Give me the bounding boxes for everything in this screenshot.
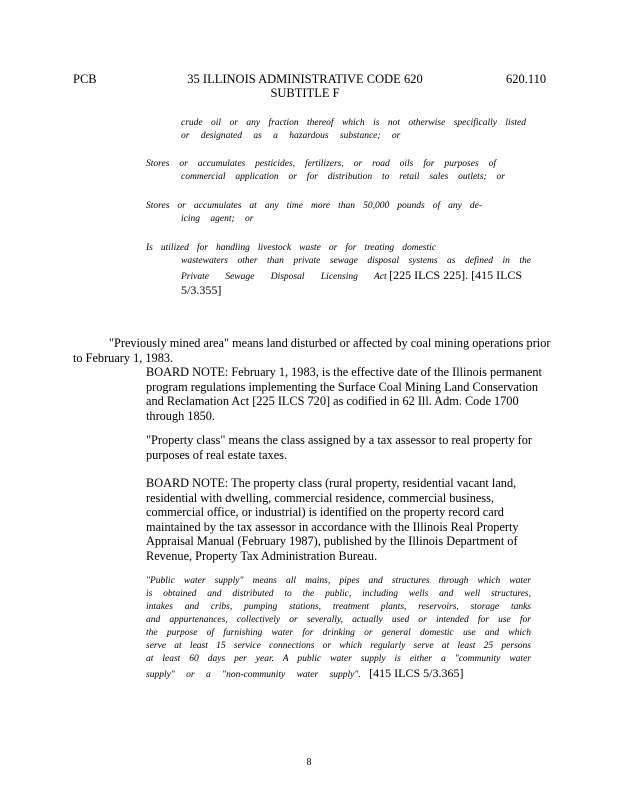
stores-pesticides-cont — [181, 171, 505, 184]
stores-deicing-cont — [181, 213, 381, 226]
previously-mined-definition — [73, 336, 593, 365]
public-water-supply-last-line — [146, 666, 531, 682]
page-number: 8 — [306, 757, 312, 768]
crude-oil-line2: or designated as a hazardous substance; or — [181, 131, 401, 141]
public-water-supply-citation: [415 ILCS 5/3.365] — [369, 666, 464, 680]
board-note-2-line: Revenue, Property Tax Administration Bureau. — [146, 548, 378, 563]
public-water-supply-line: the purpose of furnishing water for drinking or general domestic use and which — [146, 628, 531, 638]
public-water-supply-line: is obtained and distributed to the public, including wells and well structures, — [146, 589, 531, 599]
public-water-supply-last-italic: supply" or a "non-community water supply". — [146, 670, 361, 680]
header-title-line1: 35 ILLINOIS ADMINISTRATIVE CODE 620 — [187, 72, 423, 86]
public-water-supply-line: serve at least 15 service connections or which regularly serve at least 25 persons — [146, 641, 531, 651]
stores-pesticides-line1: Stores or accumulates pesticides, fertilizers, or road oils for purposes of — [146, 159, 496, 169]
board-note-2-line: BOARD NOTE: The property class (rural property, residential vacant land, — [146, 476, 517, 490]
board-note-1-line: program regulations implementing the Surface Coal Mining Land Conservation — [146, 379, 539, 394]
public-water-supply-line: at least 60 days per year. A public water supply is either a "community water — [146, 654, 531, 664]
property-class-line: purposes of real estate taxes. — [146, 447, 288, 462]
property-class-line: "Property class" means the class assigned by a tax assessor to real property for — [146, 433, 533, 447]
stores-deicing-line2: icing agent; or — [181, 214, 254, 224]
stores-deicing-item — [146, 200, 482, 213]
header-title — [140, 72, 470, 100]
livestock-line3 — [181, 268, 531, 284]
public-water-supply-line: and appurtenances, collectively or severally, actually used or intended for use for — [146, 615, 531, 625]
board-note-2 — [146, 476, 576, 563]
livestock-item — [146, 242, 436, 255]
board-note-2-line: commercial office, or industrial) is identified on the property record card — [146, 505, 504, 519]
livestock-line2: wastewaters other than private sewage disposal systems as defined in the — [181, 256, 531, 266]
public-water-supply-definition — [146, 575, 531, 682]
board-note-1-line: BOARD NOTE: February 1, 1983, is the effective date of the Illinois permanent — [146, 365, 542, 379]
crude-oil-clause — [181, 117, 526, 143]
board-note-2-line: Appraisal Manual (February 1987), published by the Illinois Department of — [146, 534, 518, 548]
livestock-act-name: Private Sewage Disposal Licensing Act — [181, 272, 387, 282]
crude-oil-line1: crude oil or any fraction thereof which is not otherwise specifically listed — [181, 118, 526, 128]
stores-deicing-line1: Stores or accumulates at any time more than 50,000 pounds of any de- — [146, 201, 482, 211]
board-note-1-line: through 1850. — [146, 408, 215, 423]
previously-mined-line2: to February 1, 1983. — [73, 350, 174, 365]
public-water-supply-line: "Public water supply" means all mains, pipes and structures through which water — [146, 576, 531, 586]
livestock-cont — [181, 255, 531, 297]
stores-pesticides-line2: commercial application or for distribution to retail sales outlets; or — [181, 172, 505, 182]
board-note-2-line: residential with dwelling, commercial residence, commercial business, — [146, 490, 494, 505]
board-note-1-line: and Reclamation Act [225 ILCS 720] as codified in 62 Ill. Adm. Code 1700 — [146, 394, 519, 408]
public-water-supply-line: intakes and cribs, pumping stations, treatment plants, reservoirs, storage tanks — [146, 602, 531, 612]
livestock-citation: [225 ILCS 225]. [415 ILCS — [389, 268, 523, 282]
header-title-line2: SUBTITLE F — [270, 86, 340, 100]
stores-pesticides-item — [146, 158, 496, 171]
header-section-number: 620.110 — [506, 72, 547, 86]
livestock-line1: Is utilized for handling livestock waste or for treating domestic — [146, 243, 436, 253]
property-class-definition — [146, 433, 576, 462]
board-note-1 — [146, 365, 576, 423]
board-note-2-line: maintained by the tax assessor in accordance with the Illinois Real Property — [146, 519, 519, 534]
previously-mined-line1: "Previously mined area" means land disturbed or affected by coal mining operations prior — [109, 336, 551, 350]
livestock-line4: 5/3.355] — [181, 283, 222, 297]
header-left: PCB — [73, 72, 97, 86]
